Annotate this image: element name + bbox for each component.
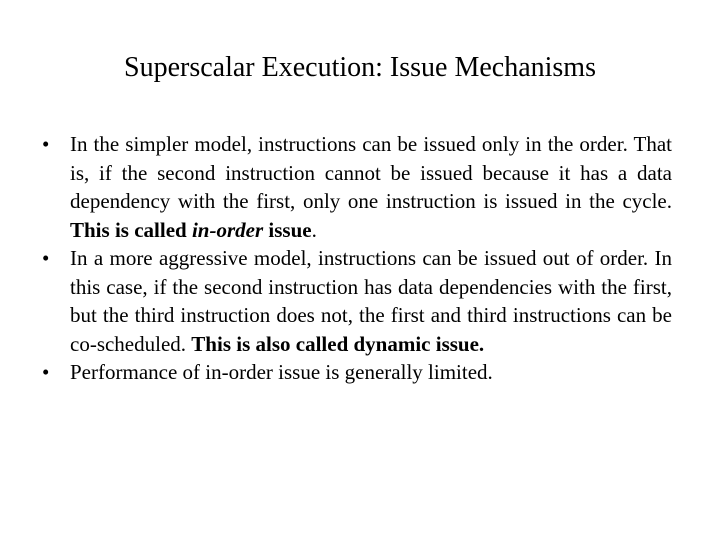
bullet-text: Performance of in-order issue is generally limited. — [70, 360, 493, 384]
bullet-text: In a more aggressive model, instructions can be issued out of order. In this case, if the second instruction has data dependencies with the first, but the third instruction does not, the first and third instructions can be co-scheduled. — [70, 246, 672, 356]
bullet-emphasis-italic: in-order — [191, 217, 264, 242]
bullet-performance — [42, 358, 672, 387]
bullet-marker: • — [42, 360, 50, 384]
bullet-end-punctuation: . — [311, 217, 317, 242]
bullet-in-order-issue — [42, 130, 672, 244]
bullet-marker: • — [42, 246, 50, 270]
bullet-emphasis: This is called — [70, 217, 192, 242]
bullet-emphasis: issue — [263, 217, 312, 242]
bullet-list — [42, 130, 672, 387]
bullet-text: In the simpler model, instructions can be issued only in the order. That is, if the second instruction cannot be issued because it has a data dependency with the first, only one instruction is issued in the cycle. — [70, 132, 672, 213]
bullet-marker: • — [42, 132, 50, 156]
slide-title: Superscalar Execution: Issue Mechanisms — [124, 52, 596, 83]
bullet-emphasis: This is also called dynamic issue. — [191, 331, 485, 356]
bullet-dynamic-issue — [42, 244, 672, 358]
